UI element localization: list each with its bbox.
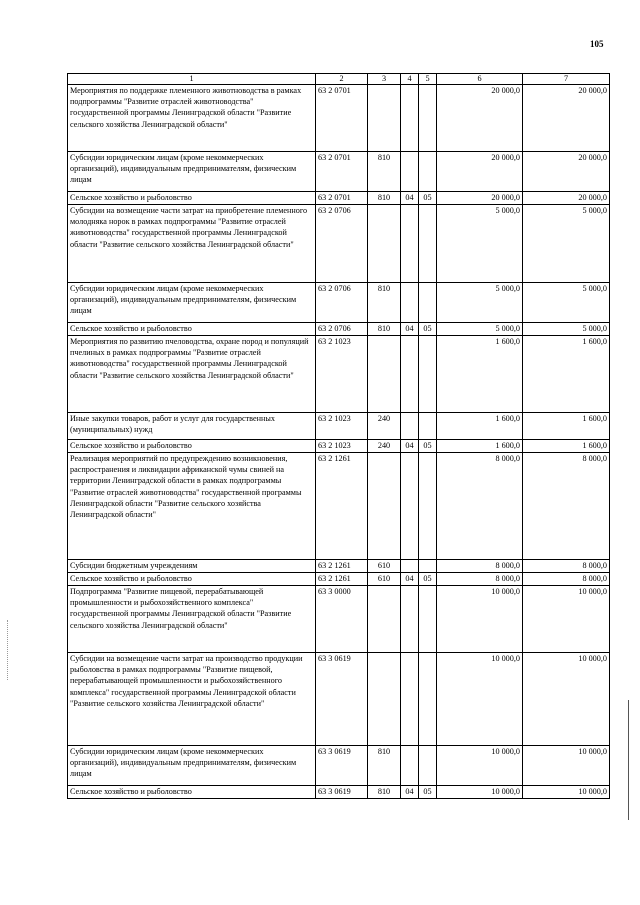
section bbox=[401, 152, 419, 192]
section: 04 bbox=[401, 440, 419, 453]
section: 04 bbox=[401, 573, 419, 586]
expense-type: 610 bbox=[368, 560, 401, 573]
amount-col7: 5 000,0 bbox=[523, 323, 610, 336]
expense-type: 240 bbox=[368, 413, 401, 440]
target-code: 63 3 0619 bbox=[316, 746, 368, 786]
subsection bbox=[419, 746, 437, 786]
section bbox=[401, 560, 419, 573]
expense-type: 810 bbox=[368, 152, 401, 192]
row-name: Субсидии бюджетным учреждениям bbox=[68, 560, 316, 573]
budget-table bbox=[67, 73, 610, 799]
column-number: 1 bbox=[68, 74, 316, 85]
subsection bbox=[419, 152, 437, 192]
expense-type bbox=[368, 586, 401, 653]
expense-type: 810 bbox=[368, 192, 401, 205]
column-number: 6 bbox=[437, 74, 523, 85]
target-code: 63 2 0706 bbox=[316, 205, 368, 283]
target-code: 63 2 0706 bbox=[316, 323, 368, 336]
section bbox=[401, 205, 419, 283]
subsection bbox=[419, 283, 437, 323]
amount-col7: 20 000,0 bbox=[523, 152, 610, 192]
page-number: 105 bbox=[590, 39, 604, 49]
section bbox=[401, 653, 419, 746]
target-code: 63 2 1023 bbox=[316, 440, 368, 453]
table-row bbox=[68, 205, 610, 283]
table-row bbox=[68, 440, 610, 453]
target-code: 63 2 1023 bbox=[316, 336, 368, 413]
subsection: 05 bbox=[419, 786, 437, 799]
amount-col7: 10 000,0 bbox=[523, 653, 610, 746]
table-row bbox=[68, 560, 610, 573]
table-row bbox=[68, 413, 610, 440]
amount-col6: 5 000,0 bbox=[437, 205, 523, 283]
subsection: 05 bbox=[419, 573, 437, 586]
section bbox=[401, 336, 419, 413]
amount-col7: 10 000,0 bbox=[523, 746, 610, 786]
section bbox=[401, 746, 419, 786]
table-row bbox=[68, 323, 610, 336]
table-row bbox=[68, 85, 610, 152]
table-row bbox=[68, 786, 610, 799]
amount-col6: 20 000,0 bbox=[437, 192, 523, 205]
target-code: 63 3 0619 bbox=[316, 653, 368, 746]
row-name: Реализация мероприятий по предупреждению возникновения, распространения и ликвидации африканской чумы свиней на территории Ленинградской области в рамках подпрограммы "Развитие отраслей животноводства" государственной программы Ленинградской области "Развитие сельского хозяйства Ленинградской области" bbox=[68, 453, 316, 560]
amount-col6: 10 000,0 bbox=[437, 746, 523, 786]
section bbox=[401, 85, 419, 152]
row-name: Сельское хозяйство и рыболовство bbox=[68, 323, 316, 336]
target-code: 63 2 0701 bbox=[316, 152, 368, 192]
section: 04 bbox=[401, 323, 419, 336]
row-name: Субсидии юридическим лицам (кроме некоммерческих организаций), индивидуальным предпринимателям, физическим лицам bbox=[68, 283, 316, 323]
amount-col6: 8 000,0 bbox=[437, 573, 523, 586]
row-name: Мероприятия по развитию пчеловодства, охране пород и популяций пчелиных в рамках подпрограммы "Развитие отраслей животноводства" государственной программы Ленинградской области "Развитие сельского хозяйства Ленинградской области" bbox=[68, 336, 316, 413]
target-code: 63 2 1261 bbox=[316, 573, 368, 586]
section bbox=[401, 586, 419, 653]
column-number-row bbox=[68, 74, 610, 85]
table-row bbox=[68, 586, 610, 653]
subsection bbox=[419, 205, 437, 283]
target-code: 63 2 0706 bbox=[316, 283, 368, 323]
amount-col6: 5 000,0 bbox=[437, 283, 523, 323]
amount-col6: 1 600,0 bbox=[437, 440, 523, 453]
scan-edge-line bbox=[628, 700, 629, 820]
amount-col7: 1 600,0 bbox=[523, 413, 610, 440]
expense-type: 810 bbox=[368, 283, 401, 323]
expense-type: 810 bbox=[368, 786, 401, 799]
table-row bbox=[68, 573, 610, 586]
expense-type bbox=[368, 653, 401, 746]
section bbox=[401, 283, 419, 323]
section bbox=[401, 453, 419, 560]
table-row bbox=[68, 152, 610, 192]
subsection bbox=[419, 586, 437, 653]
expense-type: 240 bbox=[368, 440, 401, 453]
target-code: 63 2 0701 bbox=[316, 192, 368, 205]
amount-col6: 8 000,0 bbox=[437, 453, 523, 560]
amount-col7: 5 000,0 bbox=[523, 283, 610, 323]
expense-type bbox=[368, 336, 401, 413]
subsection bbox=[419, 653, 437, 746]
subsection: 05 bbox=[419, 192, 437, 205]
expense-type bbox=[368, 85, 401, 152]
subsection bbox=[419, 85, 437, 152]
amount-col7: 10 000,0 bbox=[523, 586, 610, 653]
target-code: 63 2 1261 bbox=[316, 560, 368, 573]
scan-margin-mark bbox=[7, 620, 8, 680]
amount-col6: 1 600,0 bbox=[437, 413, 523, 440]
target-code: 63 3 0000 bbox=[316, 586, 368, 653]
expense-type bbox=[368, 453, 401, 560]
column-number: 5 bbox=[419, 74, 437, 85]
row-name: Субсидии на возмещение части затрат на производство продукции рыболовства в рамках подпрограммы "Развитие пищевой, перерабатывающей промышленности и рыбохозяйственного комплекса" государственной программы Ленинградской области "Развитие сельского хозяйства Ленинградской области" bbox=[68, 653, 316, 746]
subsection: 05 bbox=[419, 440, 437, 453]
expense-type bbox=[368, 205, 401, 283]
amount-col6: 10 000,0 bbox=[437, 586, 523, 653]
column-number: 2 bbox=[316, 74, 368, 85]
row-name: Иные закупки товаров, работ и услуг для государственных (муниципальных) нужд bbox=[68, 413, 316, 440]
amount-col6: 10 000,0 bbox=[437, 653, 523, 746]
amount-col6: 20 000,0 bbox=[437, 85, 523, 152]
subsection bbox=[419, 413, 437, 440]
column-number: 4 bbox=[401, 74, 419, 85]
section: 04 bbox=[401, 786, 419, 799]
table-row bbox=[68, 192, 610, 205]
table-row bbox=[68, 746, 610, 786]
row-name: Сельское хозяйство и рыболовство bbox=[68, 573, 316, 586]
row-name: Мероприятия по поддержке племенного животноводства в рамках подпрограммы "Развитие отраслей животноводства" государственной программы Ленинградской области "Развитие сельского хозяйства Ленинградской области" bbox=[68, 85, 316, 152]
column-number: 3 bbox=[368, 74, 401, 85]
section: 04 bbox=[401, 192, 419, 205]
row-name: Субсидии юридическим лицам (кроме некоммерческих организаций), индивидуальным предпринимателям, физическим лицам bbox=[68, 746, 316, 786]
amount-col7: 20 000,0 bbox=[523, 85, 610, 152]
amount-col6: 10 000,0 bbox=[437, 786, 523, 799]
amount-col6: 8 000,0 bbox=[437, 560, 523, 573]
table-row bbox=[68, 336, 610, 413]
subsection bbox=[419, 453, 437, 560]
table-row bbox=[68, 283, 610, 323]
target-code: 63 2 1261 bbox=[316, 453, 368, 560]
expense-type: 610 bbox=[368, 573, 401, 586]
expense-type: 810 bbox=[368, 746, 401, 786]
amount-col6: 20 000,0 bbox=[437, 152, 523, 192]
section bbox=[401, 413, 419, 440]
subsection: 05 bbox=[419, 323, 437, 336]
amount-col7: 8 000,0 bbox=[523, 573, 610, 586]
target-code: 63 2 1023 bbox=[316, 413, 368, 440]
target-code: 63 2 0701 bbox=[316, 85, 368, 152]
amount-col7: 8 000,0 bbox=[523, 560, 610, 573]
amount-col7: 8 000,0 bbox=[523, 453, 610, 560]
amount-col7: 1 600,0 bbox=[523, 336, 610, 413]
table-row bbox=[68, 653, 610, 746]
amount-col7: 20 000,0 bbox=[523, 192, 610, 205]
subsection bbox=[419, 560, 437, 573]
amount-col6: 1 600,0 bbox=[437, 336, 523, 413]
amount-col7: 1 600,0 bbox=[523, 440, 610, 453]
column-number: 7 bbox=[523, 74, 610, 85]
target-code: 63 3 0619 bbox=[316, 786, 368, 799]
subsection bbox=[419, 336, 437, 413]
amount-col7: 5 000,0 bbox=[523, 205, 610, 283]
row-name: Сельское хозяйство и рыболовство bbox=[68, 192, 316, 205]
amount-col6: 5 000,0 bbox=[437, 323, 523, 336]
row-name: Сельское хозяйство и рыболовство bbox=[68, 440, 316, 453]
row-name: Сельское хозяйство и рыболовство bbox=[68, 786, 316, 799]
row-name: Субсидии на возмещение части затрат на приобретение племенного молодняка норок в рамках подпрограммы "Развитие отраслей животноводства" государственной программы Ленинградской области "Развитие сельского хозяйства Ленинградской области" bbox=[68, 205, 316, 283]
row-name: Подпрограмма "Развитие пищевой, перерабатывающей промышленности и рыбохозяйственного комплекса" государственной программы Ленинградской области "Развитие сельского хозяйства Ленинградской области" bbox=[68, 586, 316, 653]
amount-col7: 10 000,0 bbox=[523, 786, 610, 799]
table-row bbox=[68, 453, 610, 560]
row-name: Субсидии юридическим лицам (кроме некоммерческих организаций), индивидуальным предпринимателям, физическим лицам bbox=[68, 152, 316, 192]
expense-type: 810 bbox=[368, 323, 401, 336]
